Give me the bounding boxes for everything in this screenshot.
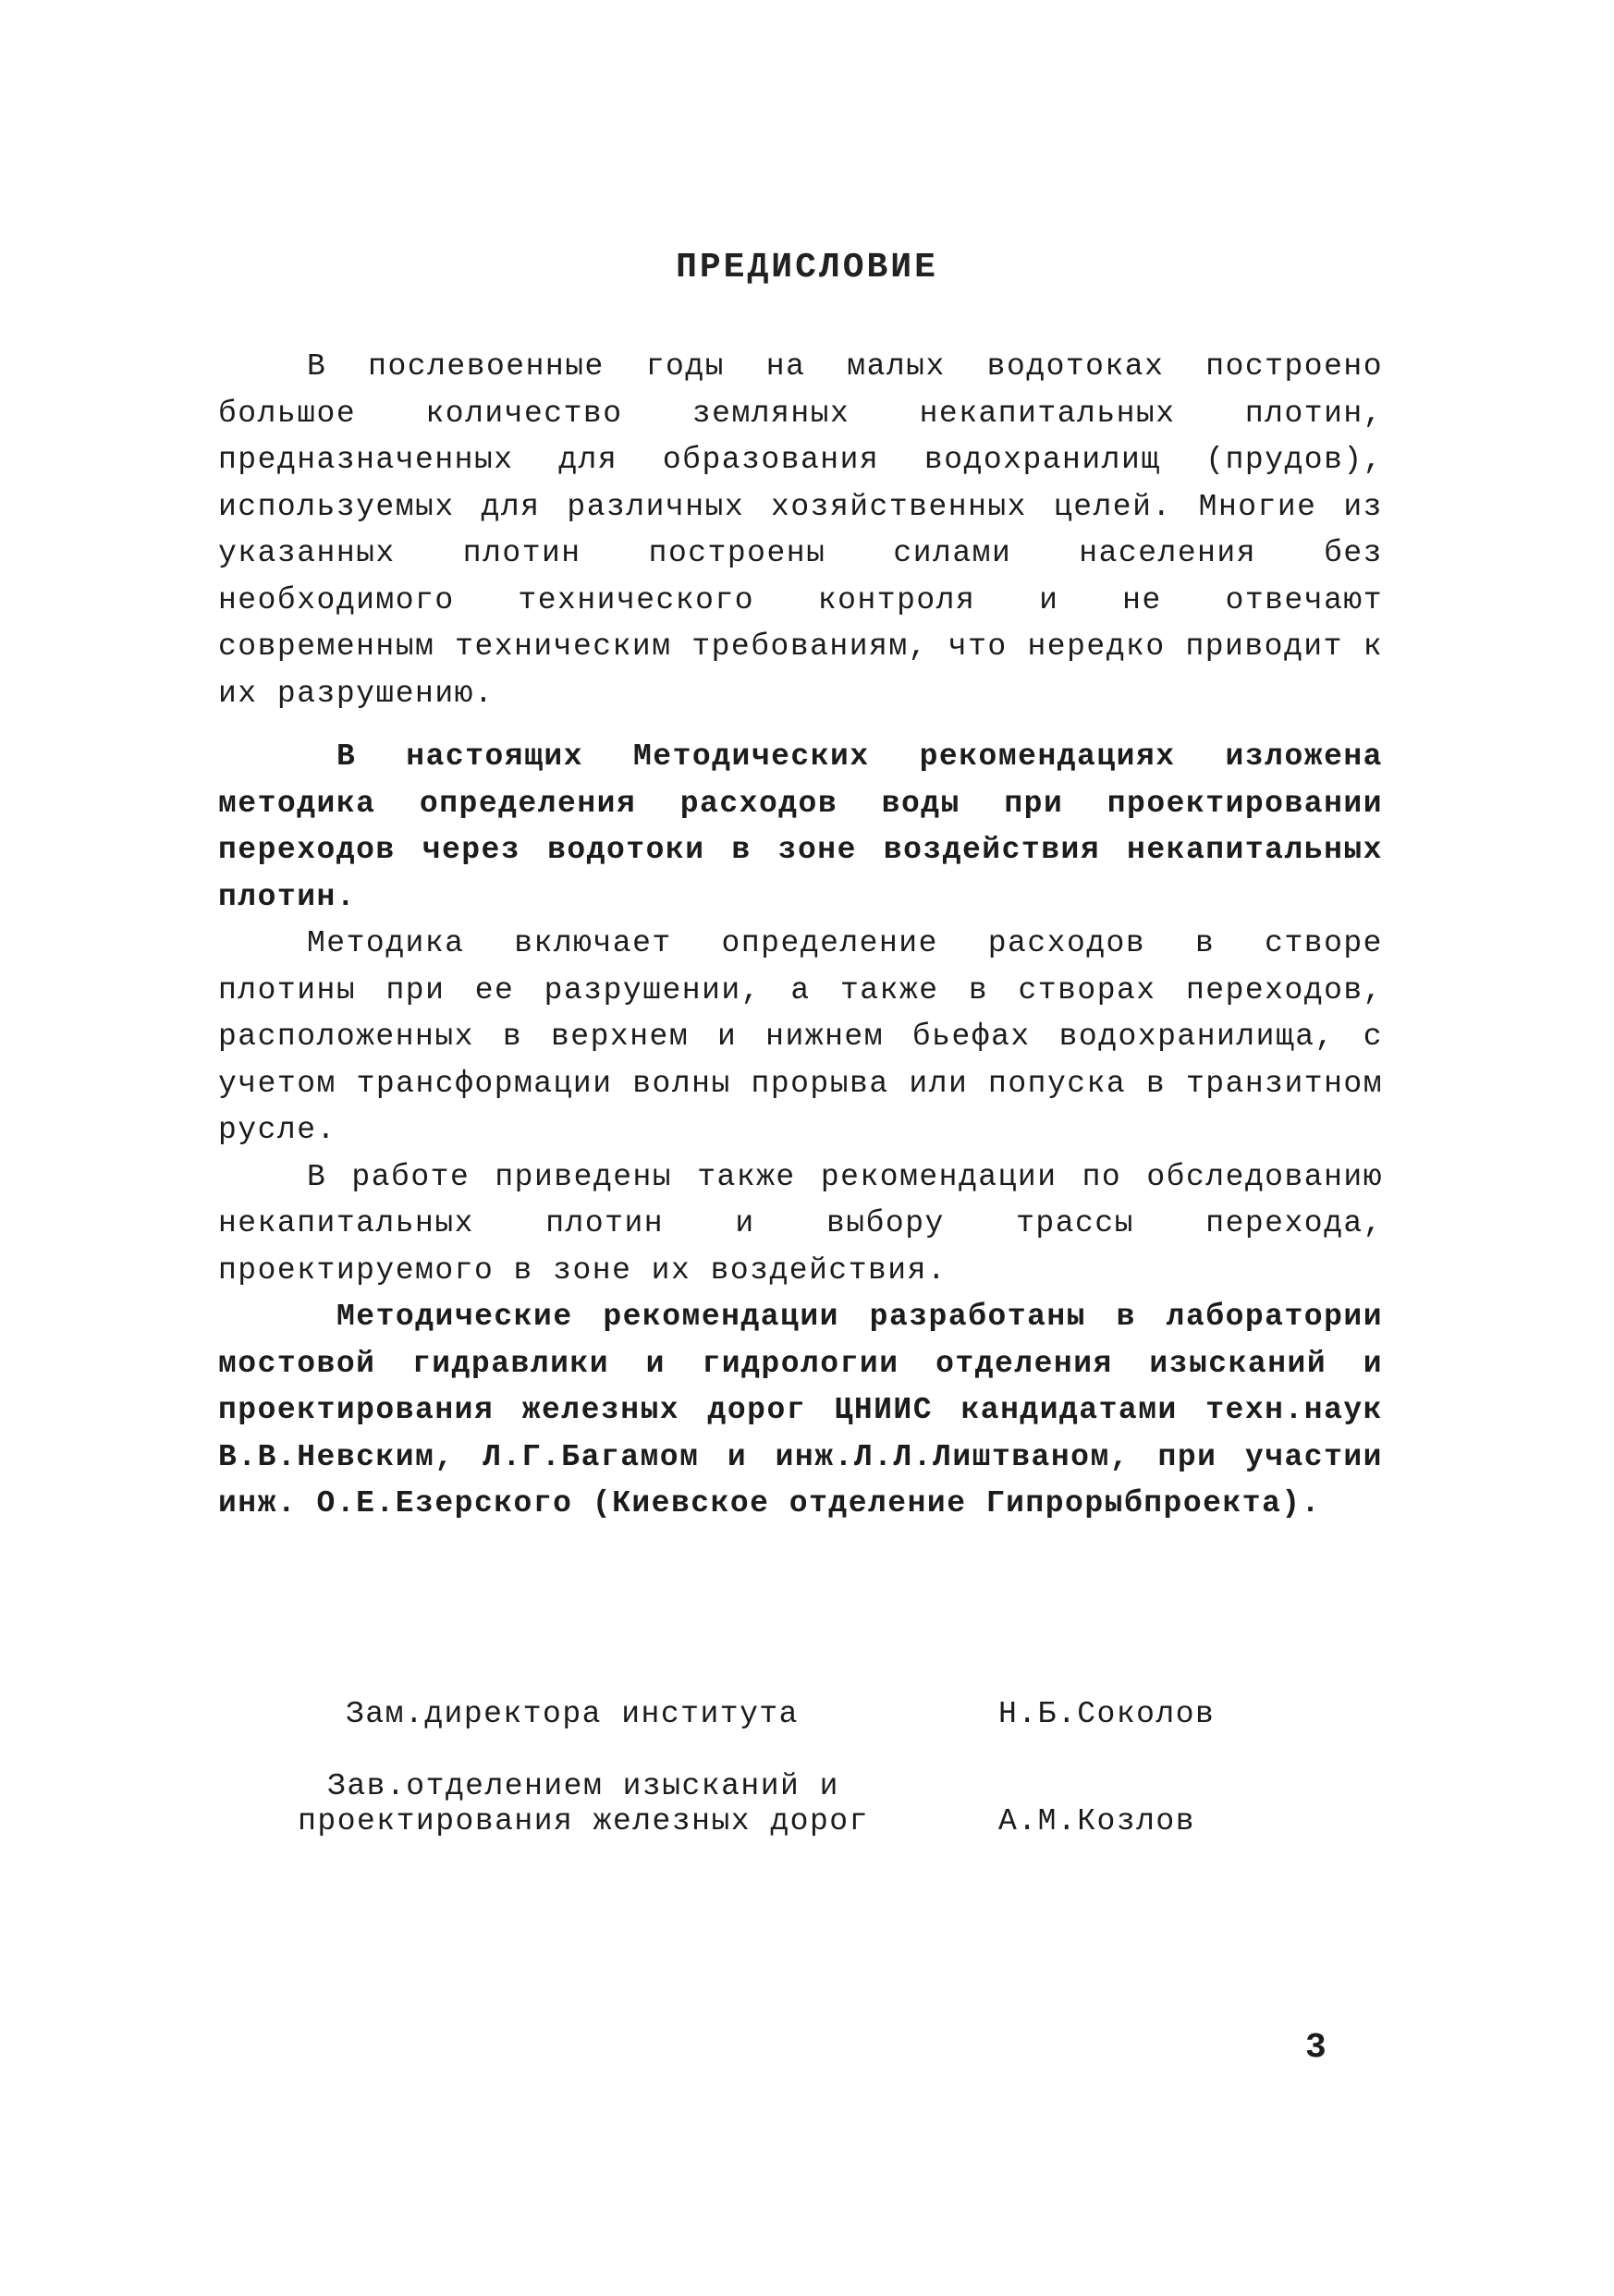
page-number: 3: [1305, 2028, 1327, 2068]
paragraph-2: В настоящих Методических рекомендациях изложена методика определения расходов воды при проектировании переходов через водотоки в зоне воздействия некапитальных плотин.: [218, 739, 1383, 914]
signature-name-deputy-director: Н.Б.Соколов: [998, 1697, 1216, 1731]
page-title: ПРЕДИСЛОВИЕ: [676, 248, 938, 287]
paragraph-5: Методические рекомендации разработаны в лаборатории мостовой гидравлики и гидрологии отделения изысканий и проектирования железных дорог ЦНИИС кандидатами техн.наук В.В.Невским, Л.Г.Багамом и инж.Л.Л.Лиштваном, при участии инж. О.Е.Езерского (Киевское отделение Гипрорыбпроекта).: [218, 1300, 1383, 1520]
preface-body: [218, 344, 1383, 1528]
paragraph-3: Методика включает определение расходов в створе плотины при ее разрушении, а также в створах переходов, расположенных в верхнем и нижнем бьефах водохранилища, с учетом трансформации волны прорыва или попуска в транзитном русле.: [218, 926, 1383, 1147]
paragraph-4: В работе приведены также рекомендации по обследованию некапитальных плотин и выбору трассы перехода, проектируемого в зоне их воздействия.: [218, 1159, 1383, 1288]
signature-position-deputy-director: Зам.директора института: [346, 1697, 799, 1731]
paragraph-1: В послевоенные годы на малых водотоках построено большое количество земляных некапитальных плотин, предназначенных для образования водохранилищ (прудов), используемых для различных хозяйственных целей. Многие из указанных плотин построены силами населения без необходимого технического контроля и не отвечают современным техническим требованиям, что нередко приводит к их разрушению.: [218, 349, 1383, 711]
signature-position-department-head: Зав.отделением изысканий и проектирования железных дорог: [298, 1769, 869, 1838]
signature-name-department-head: А.М.Козлов: [998, 1804, 1196, 1838]
